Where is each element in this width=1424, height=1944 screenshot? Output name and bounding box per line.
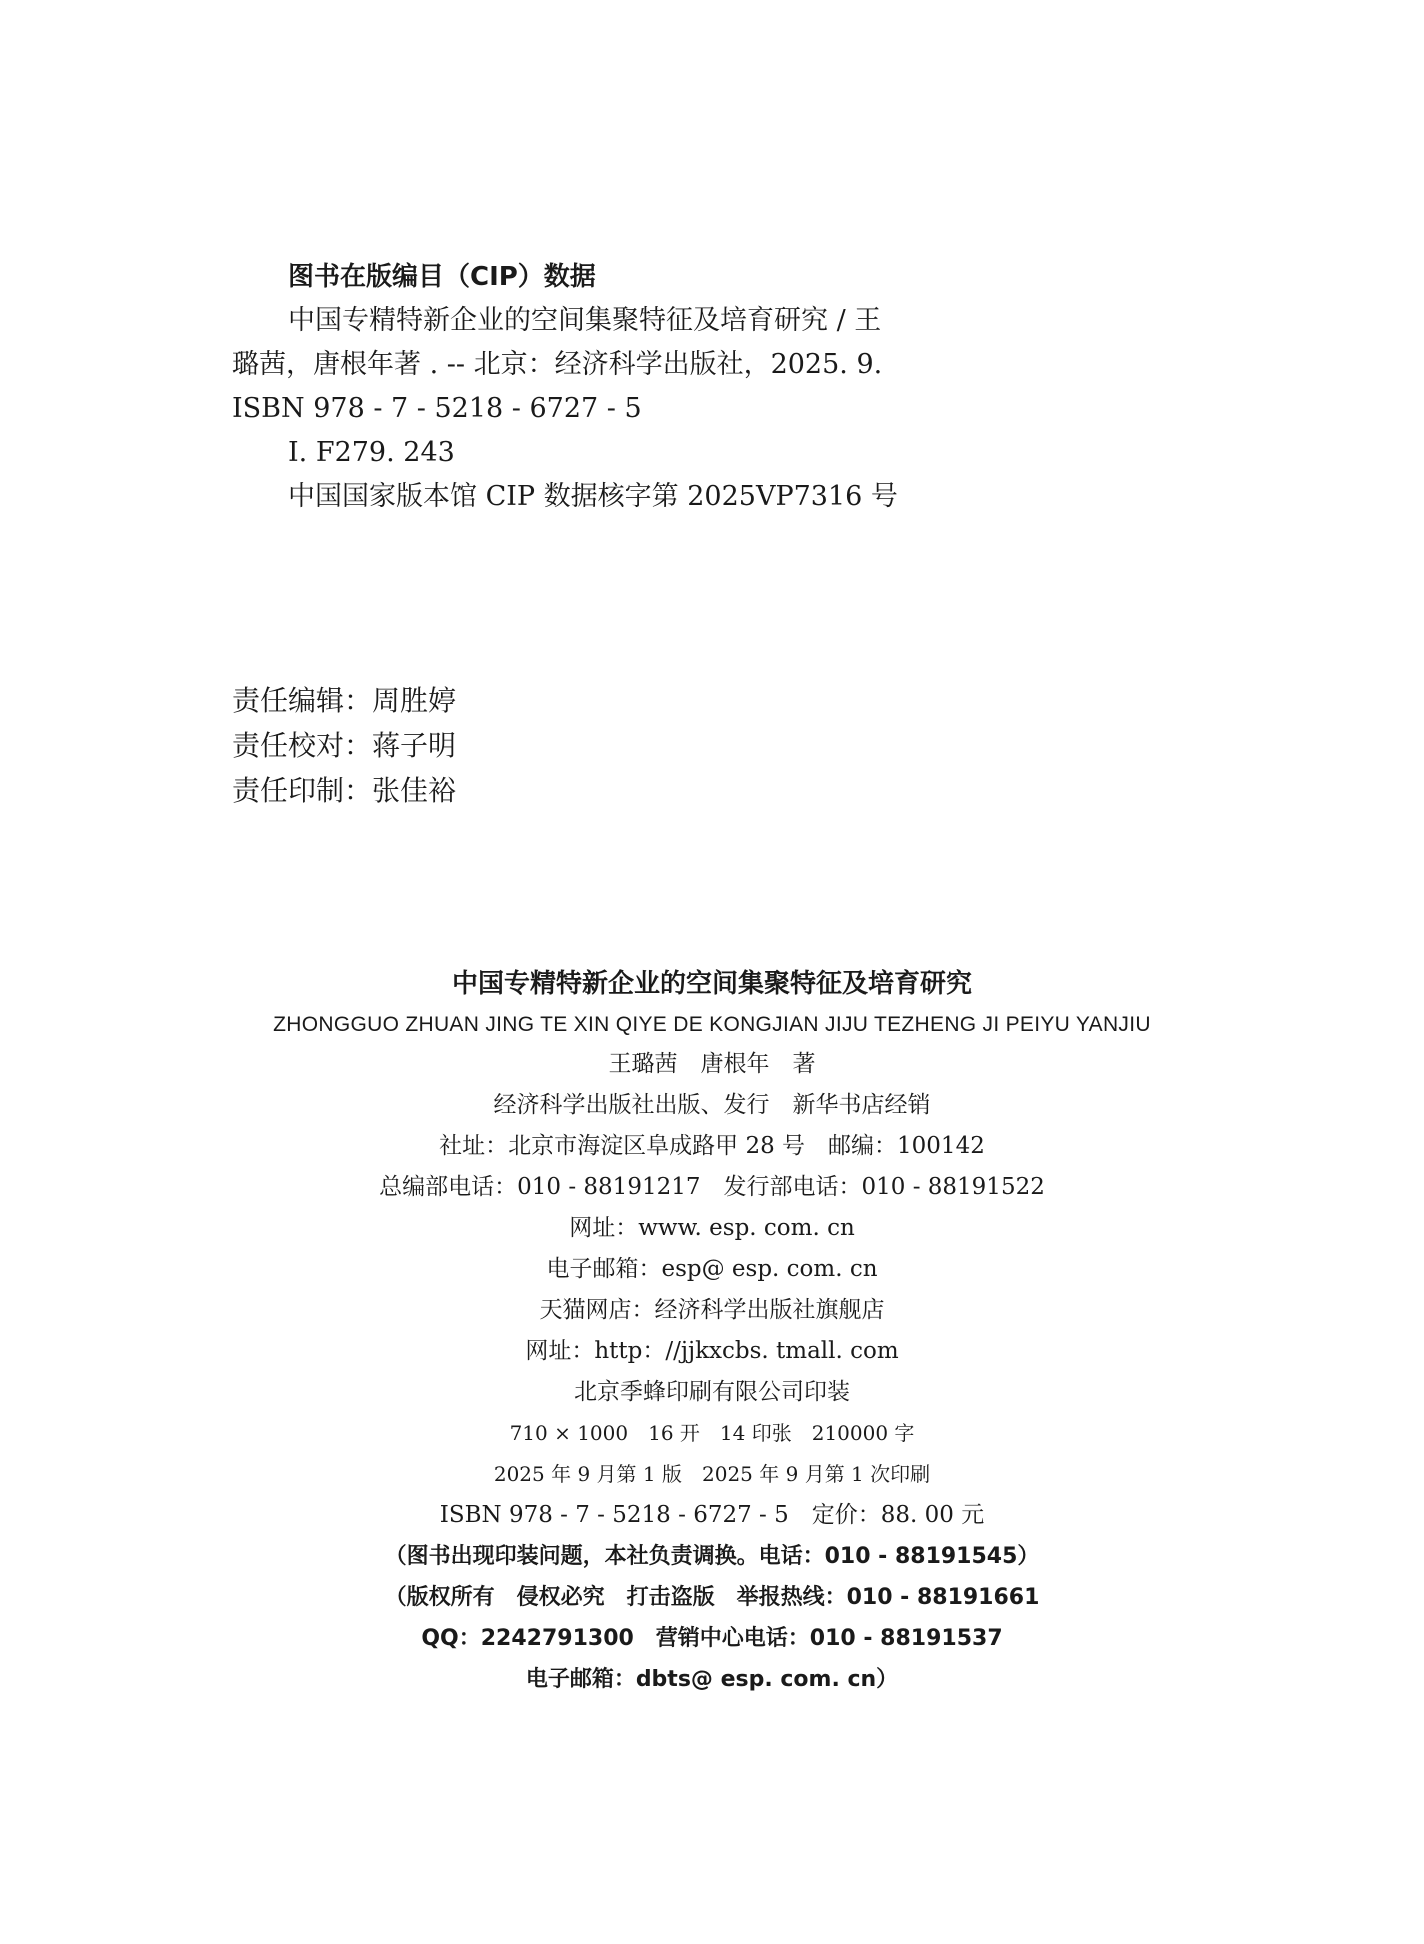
tmall-url: 网址：http：//jjkxcbs. tmall. com	[525, 1338, 899, 1364]
contact-email-line: 电子邮箱：dbts@ esp. com. cn）	[525, 1667, 899, 1692]
cip-record-number-line: 中国国家版本馆 CIP 数据核字第 2025VP7316 号	[288, 481, 898, 512]
contact-qq-line: QQ：2242791300 营销中心电话：010 - 88191537	[421, 1626, 1003, 1651]
publisher-email: 电子邮箱：esp@ esp. com. cn	[546, 1256, 878, 1282]
format-line: 710 × 1000 16 开 14 印张 210000 字	[509, 1421, 915, 1445]
printer-line: 北京季蜂印刷有限公司印装	[574, 1379, 850, 1405]
cip-classification-line: Ⅰ. F279. 243	[288, 437, 455, 468]
responsible-printing: 责任印制：张佳裕	[232, 774, 457, 807]
quality-notice: （图书出现印装问题，本社负责调换。电话：010 - 88191545）	[384, 1544, 1040, 1569]
cip-isbn-line: ISBN 978 - 7 - 5218 - 6727 - 5	[232, 393, 642, 424]
cip-title-line: 中国专精特新企业的空间集聚特征及培育研究 / 王	[288, 305, 882, 336]
edition-line: 2025 年 9 月第 1 版 2025 年 9 月第 1 次印刷	[493, 1462, 931, 1486]
book-authors: 王璐茜 唐根年 著	[608, 1051, 816, 1077]
responsible-proofreader: 责任校对：蒋子明	[232, 729, 457, 762]
responsible-staff-block	[232, 678, 456, 813]
imprint-block	[0, 962, 1424, 1700]
cip-heading: 图书在版编目（CIP）数据	[288, 262, 596, 292]
tmall-store: 天猫网店：经济科学出版社旗舰店	[539, 1297, 885, 1323]
book-title-pinyin: ZHONGGUO ZHUAN JING TE XIN QIYE DE KONGJIAN JIJU TEZHENG JI PEIYU YANJIU	[273, 1013, 1151, 1036]
cip-data-block	[232, 255, 992, 519]
book-title: 中国专精特新企业的空间集聚特征及培育研究	[451, 969, 972, 999]
publisher-website: 网址：www. esp. com. cn	[569, 1215, 855, 1241]
publisher-address: 社址：北京市海淀区阜成路甲 28 号 邮编：100142	[439, 1133, 985, 1159]
responsible-editor: 责任编辑：周胜婷	[232, 684, 457, 717]
cip-author-publisher-line: 璐茜，唐根年著 . -- 北京：经济科学出版社，2025. 9.	[232, 349, 883, 380]
copyright-notice: （版权所有 侵权必究 打击盗版 举报热线：010 - 88191661	[384, 1585, 1040, 1610]
publisher-phones: 总编部电话：010 - 88191217 发行部电话：010 - 88191522	[379, 1174, 1045, 1200]
publisher-line: 经济科学出版社出版、发行 新华书店经销	[493, 1092, 931, 1118]
isbn-price-line: ISBN 978 - 7 - 5218 - 6727 - 5 定价：88. 00 元	[439, 1502, 985, 1528]
